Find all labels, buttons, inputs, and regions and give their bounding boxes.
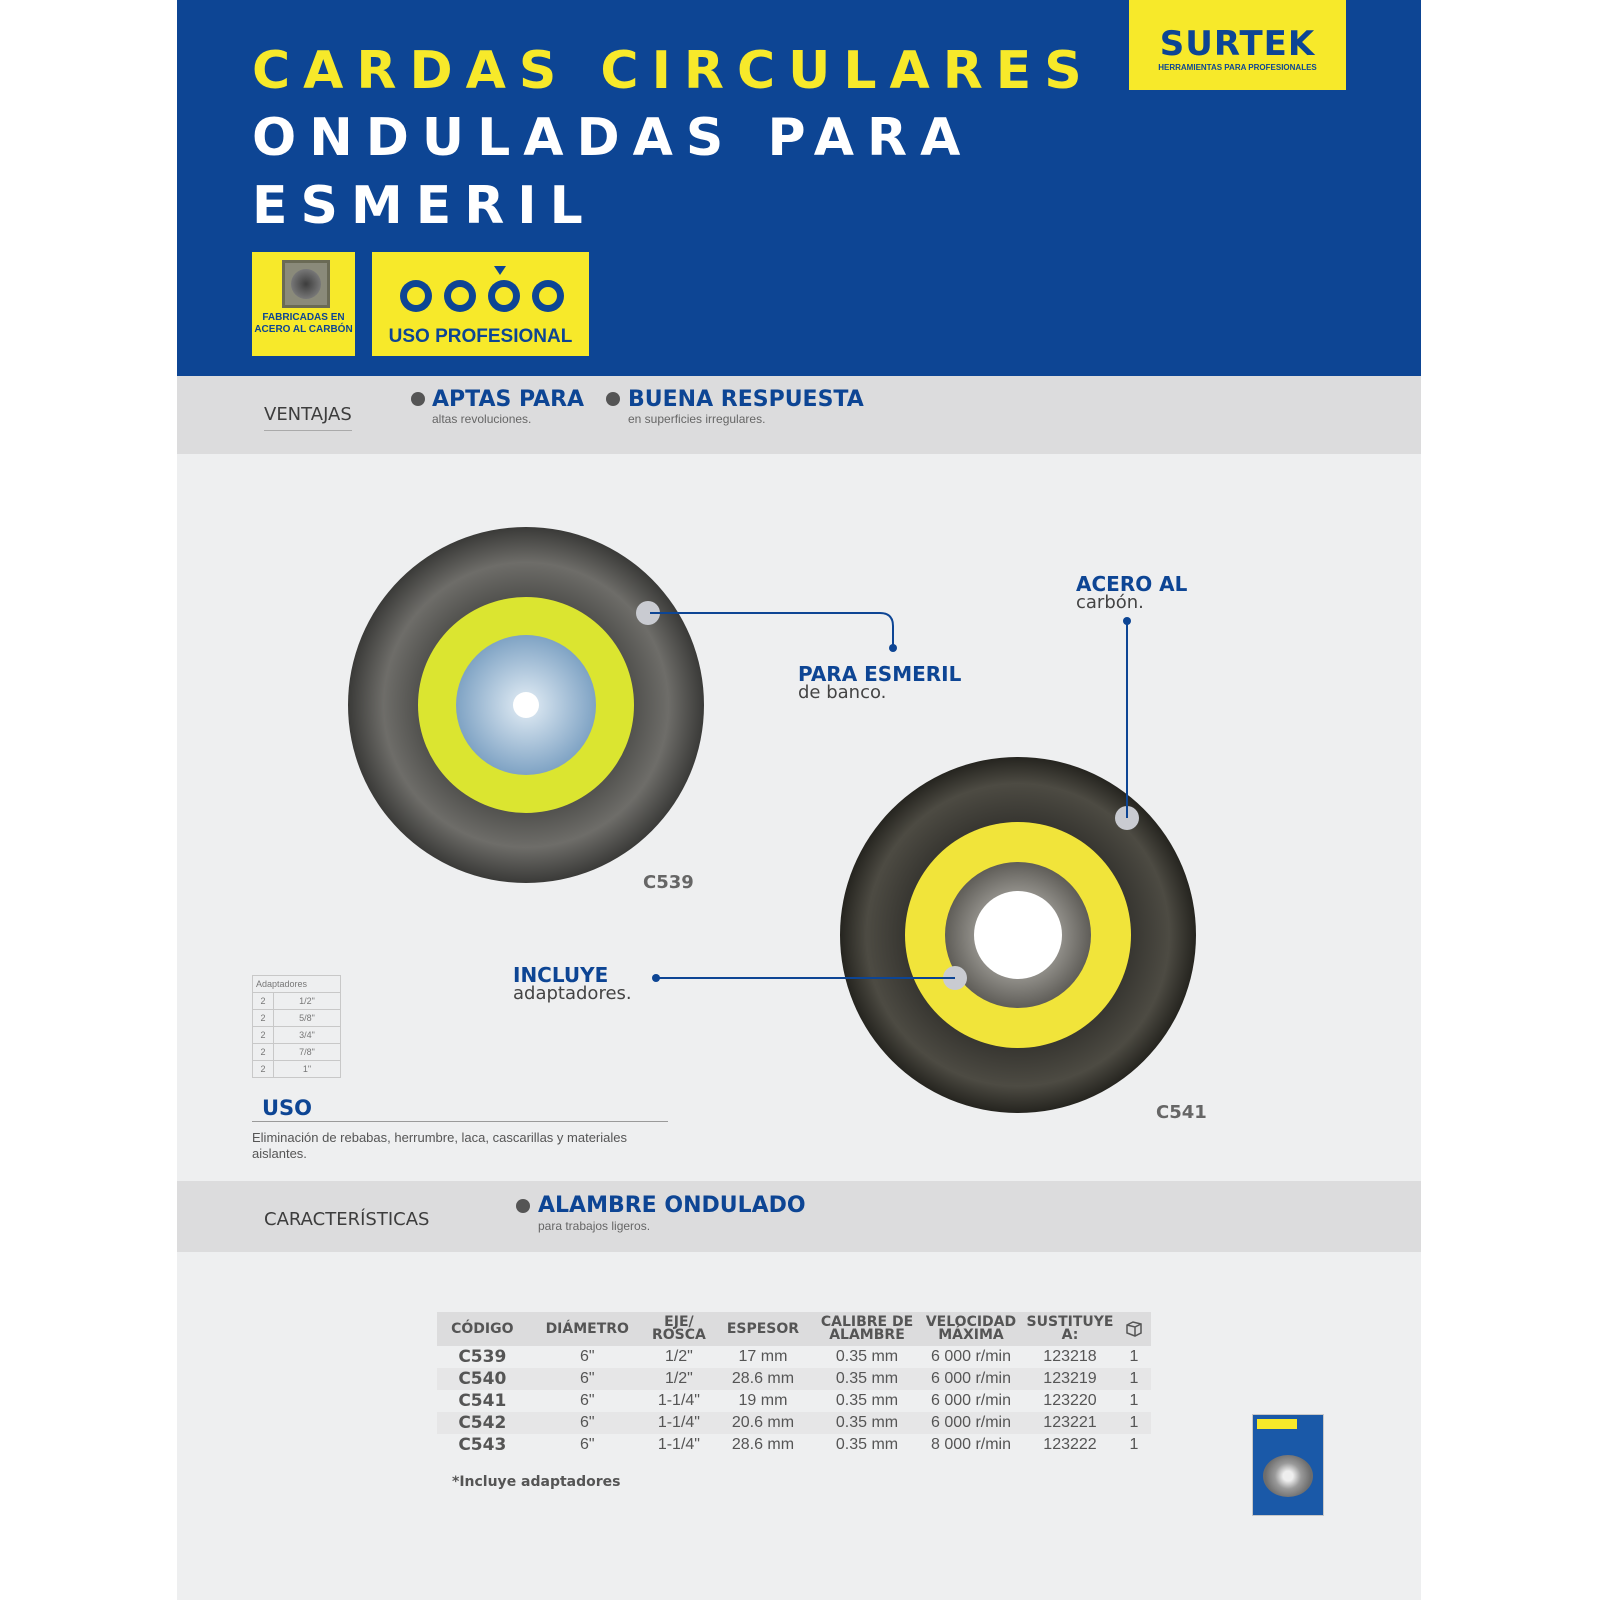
table-row xyxy=(253,1027,341,1044)
cell-calibre: 0.35 mm xyxy=(835,1392,899,1409)
col-espesor: ESPESOR xyxy=(711,1312,815,1346)
cell-eje: 1-1/4" xyxy=(647,1412,711,1434)
box-icon xyxy=(1117,1312,1151,1346)
cell-pack: 1 xyxy=(1129,1348,1139,1365)
table-row xyxy=(253,1044,341,1061)
cell-pack: 1 xyxy=(1129,1392,1139,1409)
table-row xyxy=(437,1346,1151,1368)
package-thumbnail xyxy=(1252,1414,1324,1516)
spec-table xyxy=(437,1312,1151,1456)
caracteristica-1-title: ALAMBRE ONDULADO xyxy=(538,1193,806,1218)
adapter-size: 1" xyxy=(274,1061,341,1078)
cell-diametro: 6" xyxy=(579,1392,595,1409)
cell-diametro: 6" xyxy=(579,1348,595,1365)
cell-velocidad: 8 000 r/min xyxy=(930,1436,1012,1453)
adapter-qty: 2 xyxy=(253,1027,274,1044)
table-row xyxy=(253,1010,341,1027)
adapter-size: 3/4" xyxy=(274,1027,341,1044)
callout-acero-subtitle: carbón. xyxy=(1076,592,1144,613)
package-logo xyxy=(1257,1419,1297,1429)
cell-eje: 1/2" xyxy=(647,1368,711,1390)
use-badge-text: USO PROFESIONAL xyxy=(388,326,573,347)
adapter-size: 7/8" xyxy=(274,1044,341,1061)
cell-codigo: C543 xyxy=(458,1435,507,1455)
adaptadores-header: Adaptadores xyxy=(253,976,341,993)
callout-adaptadores-title: INCLUYE xyxy=(513,963,609,987)
cell-codigo: C540 xyxy=(437,1368,528,1390)
cell-velocidad: 6 000 r/min xyxy=(919,1368,1023,1390)
cell-espesor: 28.6 mm xyxy=(731,1436,795,1453)
cell-calibre: 0.35 mm xyxy=(835,1436,899,1453)
cell-sustituye: 123219 xyxy=(1023,1368,1117,1390)
cell-eje: 1-1/4" xyxy=(657,1392,700,1409)
uso-text: Eliminación de rebabas, herrumbre, laca, cascarillas y materiales aislantes. xyxy=(252,1130,627,1161)
cell-pack: 1 xyxy=(1129,1436,1139,1453)
cell-espesor: 20.6 mm xyxy=(711,1412,815,1434)
callout-adaptadores-subtitle: adaptadores. xyxy=(513,983,632,1004)
bullet-icon xyxy=(516,1199,530,1213)
table-row xyxy=(437,1434,1151,1456)
caracteristica-1-subtitle: para trabajos ligeros. xyxy=(538,1219,651,1233)
callout-esmeril-subtitle: de banco. xyxy=(798,682,887,703)
cell-sustituye: 123220 xyxy=(1043,1392,1097,1409)
table-header-row xyxy=(437,1312,1151,1346)
cell-pack: 1 xyxy=(1117,1412,1151,1434)
cell-calibre: 0.35 mm xyxy=(835,1348,899,1365)
cell-sustituye: 123222 xyxy=(1043,1436,1097,1453)
cell-eje: 1/2" xyxy=(664,1348,693,1365)
callout-acero-title: ACERO AL xyxy=(1076,572,1188,596)
title-line-1: CARDAS CIRCULARES xyxy=(252,41,1095,101)
cell-calibre: 0.35 mm xyxy=(815,1412,919,1434)
title-line-2: ONDULADAS PARA xyxy=(252,108,974,168)
cell-codigo: C542 xyxy=(437,1412,528,1434)
col-diametro: DIÁMETRO xyxy=(528,1312,647,1346)
adapter-qty: 2 xyxy=(253,1044,274,1061)
cell-sustituye: 123221 xyxy=(1023,1412,1117,1434)
cell-sustituye: 123218 xyxy=(1043,1348,1097,1365)
cell-calibre: 0.35 mm xyxy=(815,1368,919,1390)
table-row xyxy=(437,1368,1151,1390)
callout-esmeril-title: PARA ESMERIL xyxy=(798,662,962,686)
col-sustituye: SUSTITUYE A: xyxy=(1023,1312,1117,1346)
adaptadores-table xyxy=(252,975,341,1078)
cell-diametro: 6" xyxy=(528,1412,647,1434)
wire-wheel-c539 xyxy=(348,527,704,883)
cell-velocidad: 6 000 r/min xyxy=(930,1348,1012,1365)
cell-velocidad: 6 000 r/min xyxy=(930,1392,1012,1409)
ventaja-1-title: APTAS PARA xyxy=(432,387,585,412)
cell-codigo: C541 xyxy=(458,1391,507,1411)
cell-diametro: 6" xyxy=(528,1368,647,1390)
brand-name: SURTEK xyxy=(1159,24,1316,64)
adapter-size: 5/8" xyxy=(274,1010,341,1027)
col-velocidad: VELOCIDAD MÁXIMA xyxy=(919,1312,1023,1346)
ventaja-2-title: BUENA RESPUESTA xyxy=(628,387,864,412)
cell-espesor: 28.6 mm xyxy=(711,1368,815,1390)
title-line-3: ESMERIL xyxy=(252,176,596,236)
product-code-right: C541 xyxy=(1156,1102,1207,1123)
package-product-image xyxy=(1263,1455,1313,1497)
adapter-qty: 2 xyxy=(253,1010,274,1027)
cell-espesor: 19 mm xyxy=(738,1392,788,1409)
wire-wheel-c541 xyxy=(840,757,1196,1113)
table-row xyxy=(253,993,341,1010)
caracteristicas-label: CARACTERÍSTICAS xyxy=(264,1209,430,1230)
cell-eje: 1-1/4" xyxy=(657,1436,700,1453)
ventajas-label: VENTAJAS xyxy=(264,404,352,425)
cell-codigo: C539 xyxy=(458,1347,507,1367)
table-row xyxy=(253,1061,341,1078)
cell-pack: 1 xyxy=(1117,1368,1151,1390)
adapter-qty: 2 xyxy=(253,993,274,1010)
cell-diametro: 6" xyxy=(579,1436,595,1453)
adapter-size: 1/2" xyxy=(274,993,341,1010)
material-badge-text: FABRICADAS EN ACERO AL CARBÓN xyxy=(254,312,353,335)
ventaja-2-subtitle: en superficies irregulares. xyxy=(628,412,766,426)
col-eje-rosca: EJE/ ROSCA xyxy=(647,1312,711,1346)
divider xyxy=(252,1121,668,1122)
col-codigo: CÓDIGO xyxy=(437,1312,528,1346)
col-calibre: CALIBRE DE ALAMBRE xyxy=(815,1312,919,1346)
cell-espesor: 17 mm xyxy=(738,1348,788,1365)
table-row xyxy=(437,1390,1151,1412)
product-code-left: C539 xyxy=(643,872,694,893)
brand-tagline: HERRAMIENTAS PARA PROFESIONALES xyxy=(1158,63,1317,72)
cell-velocidad: 6 000 r/min xyxy=(919,1412,1023,1434)
ventaja-1-subtitle: altas revoluciones. xyxy=(432,412,532,426)
table-footnote: *Incluye adaptadores xyxy=(452,1474,621,1490)
uso-title: USO xyxy=(262,1096,313,1120)
adapter-qty: 2 xyxy=(253,1061,274,1078)
table-row xyxy=(437,1412,1151,1434)
